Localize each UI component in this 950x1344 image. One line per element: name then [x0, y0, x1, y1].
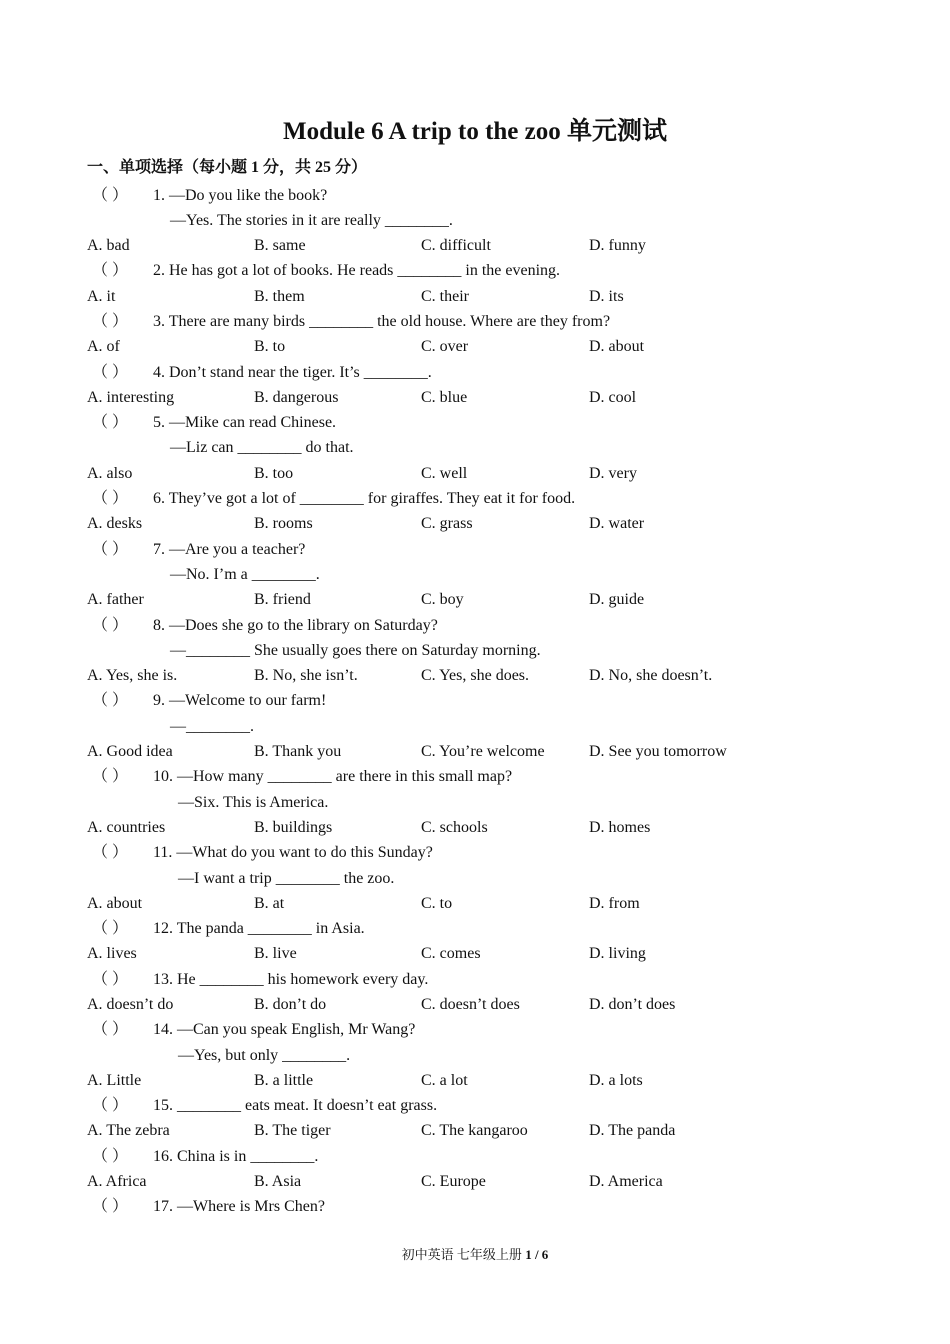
answer-blank: （ ） — [92, 262, 129, 280]
answer-option: A. countries — [87, 818, 166, 836]
answer-option: D. very — [589, 464, 637, 482]
answer-option: A. of — [87, 338, 120, 356]
question-continuation — [87, 714, 887, 739]
question-text: —Yes. The stories in it are really ________. — [170, 211, 453, 229]
page-footer — [0, 1246, 950, 1264]
answer-option: D. a lots — [589, 1071, 643, 1089]
answer-blank: （ ） — [92, 1147, 129, 1165]
question-list — [87, 183, 887, 1220]
question-text: 15. ________ eats meat. It doesn’t eat grass. — [153, 1097, 438, 1115]
question-stem — [87, 309, 887, 334]
answer-option: B. don’t do — [254, 996, 327, 1013]
answer-option: D. funny — [589, 237, 646, 255]
answer-option: B. dangerous — [254, 388, 339, 406]
answer-blank: （ ） — [92, 1198, 129, 1216]
question-text: —Yes, but only ________. — [178, 1046, 351, 1064]
footer-label: 初中英语 七年级上册 — [401, 1247, 526, 1262]
answer-option: D. don’t does — [589, 996, 676, 1013]
answer-option: B. a little — [254, 1071, 314, 1089]
page-title: Module 6 A trip to the zoo 单元测试 — [282, 118, 667, 145]
question-text: 5. —Mike can read Chinese. — [153, 414, 337, 432]
answer-blank: （ ） — [92, 414, 129, 432]
answer-option: A. Africa — [87, 1173, 147, 1191]
question-text: 14. —Can you speak English, Mr Wang? — [153, 1021, 416, 1039]
answer-blank: （ ） — [92, 1097, 129, 1115]
answer-option: B. rooms — [254, 515, 313, 533]
answer-blank: （ ） — [92, 692, 129, 710]
answer-option: C. Europe — [421, 1173, 486, 1191]
options-row — [87, 461, 887, 486]
answer-option: A. doesn’t do — [87, 996, 174, 1013]
answer-option: C. over — [421, 338, 469, 356]
question-stem — [87, 967, 887, 992]
answer-option: D. America — [589, 1173, 663, 1191]
question-continuation — [87, 208, 887, 233]
answer-option: C. well — [421, 464, 468, 482]
question-text: —________ She usually goes there on Saturday morning. — [170, 641, 541, 659]
question-text: 10. —How many ________ are there in this small map? — [153, 768, 513, 786]
answer-option: B. No, she isn’t. — [254, 667, 358, 685]
answer-option: D. No, she doesn’t. — [589, 667, 713, 685]
answer-option: B. Thank you — [254, 743, 342, 761]
options-row — [87, 511, 887, 536]
answer-blank: （ ） — [92, 920, 129, 938]
answer-option: D. about — [589, 338, 645, 356]
question-stem — [87, 688, 887, 713]
question-stem — [87, 1093, 887, 1118]
answer-blank: （ ） — [92, 363, 129, 381]
answer-option: C. a lot — [421, 1071, 468, 1089]
question-stem — [87, 1017, 887, 1042]
answer-option: A. bad — [87, 237, 130, 255]
options-row — [87, 815, 887, 840]
answer-option: D. The panda — [589, 1122, 676, 1140]
section-heading: 一、单项选择（每小题 1 分，共 25 分） — [87, 159, 368, 176]
answer-option: B. at — [254, 894, 285, 912]
answer-option: A. about — [87, 894, 143, 912]
answer-option: D. living — [589, 945, 646, 963]
answer-option: B. Asia — [254, 1173, 302, 1191]
answer-option: A. Good idea — [87, 743, 173, 761]
answer-option: B. same — [254, 237, 306, 255]
answer-option: C. You’re welcome — [421, 743, 545, 761]
answer-option: A. father — [87, 591, 144, 609]
question-stem — [87, 183, 887, 208]
question-continuation — [87, 1043, 887, 1068]
answer-option: A. it — [87, 287, 116, 305]
answer-option: C. blue — [421, 388, 468, 406]
answer-blank: （ ） — [92, 186, 129, 204]
question-text: 4. Don’t stand near the tiger. It’s ________. — [153, 363, 432, 381]
question-stem — [87, 258, 887, 283]
question-continuation — [87, 790, 887, 815]
question-stem — [87, 486, 887, 511]
answer-option: D. water — [589, 515, 645, 533]
options-row — [87, 385, 887, 410]
answer-option: A. Yes, she is. — [87, 667, 178, 685]
question-text: 16. China is in ________. — [153, 1147, 319, 1165]
question-stem — [87, 537, 887, 562]
question-stem — [87, 410, 887, 435]
question-stem — [87, 1194, 887, 1219]
question-stem — [87, 360, 887, 385]
question-continuation — [87, 435, 887, 460]
answer-option: C. difficult — [421, 237, 491, 255]
answer-option: C. The kangaroo — [421, 1122, 528, 1140]
options-row — [87, 1068, 887, 1093]
answer-option: B. The tiger — [254, 1122, 331, 1140]
question-text: 1. —Do you like the book? — [153, 186, 328, 204]
answer-blank: （ ） — [92, 540, 129, 558]
question-text: —No. I’m a ________. — [170, 565, 320, 583]
question-text: 11. —What do you want to do this Sunday? — [153, 844, 433, 862]
answer-option: B. friend — [254, 591, 311, 609]
question-text: 13. He ________ his homework every day. — [153, 970, 429, 988]
options-row — [87, 941, 887, 966]
answer-option: C. schools — [421, 818, 488, 836]
question-text: —Liz can ________ do that. — [170, 439, 354, 457]
question-stem — [87, 840, 887, 865]
options-row — [87, 587, 887, 612]
answer-option: C. comes — [421, 945, 481, 963]
options-row — [87, 739, 887, 764]
answer-option: C. doesn’t does — [421, 996, 520, 1013]
question-text: 17. —Where is Mrs Chen? — [153, 1198, 325, 1216]
answer-option: A. also — [87, 464, 133, 482]
question-stem — [87, 613, 887, 638]
answer-option: A. Little — [87, 1071, 142, 1089]
question-continuation — [87, 638, 887, 663]
question-text: 7. —Are you a teacher? — [153, 540, 306, 558]
question-text: —I want a trip ________ the zoo. — [178, 869, 395, 887]
options-row — [87, 1118, 887, 1143]
answer-option: D. from — [589, 894, 640, 912]
question-text: 8. —Does she go to the library on Saturday? — [153, 616, 438, 634]
question-text: —________. — [170, 717, 254, 735]
question-text: 3. There are many birds ________ the old house. Where are they from? — [153, 312, 611, 330]
answer-option: C. to — [421, 894, 453, 912]
answer-option: A. lives — [87, 945, 137, 963]
answer-blank: （ ） — [92, 490, 129, 508]
options-row — [87, 1169, 887, 1194]
answer-option: B. to — [254, 338, 286, 356]
answer-option: C. their — [421, 287, 469, 305]
question-text: 12. The panda ________ in Asia. — [153, 920, 365, 938]
question-stem — [87, 764, 887, 789]
question-text: 6. They’ve got a lot of ________ for giraffes. They eat it for food. — [153, 490, 576, 508]
options-row — [87, 334, 887, 359]
question-continuation — [87, 866, 887, 891]
answer-option: A. The zebra — [87, 1122, 170, 1140]
question-continuation — [87, 562, 887, 587]
answer-option: D. guide — [589, 591, 645, 609]
answer-option: C. boy — [421, 591, 464, 609]
answer-option: D. homes — [589, 818, 651, 836]
answer-blank: （ ） — [92, 616, 129, 634]
question-text: 2. He has got a lot of books. He reads ________ in the evening. — [153, 262, 561, 280]
answer-option: D. cool — [589, 388, 637, 406]
options-row — [87, 233, 887, 258]
answer-option: D. its — [589, 287, 624, 305]
answer-option: B. buildings — [254, 818, 333, 836]
answer-option: C. grass — [421, 515, 473, 533]
options-row — [87, 992, 887, 1017]
question-text: —Six. This is America. — [178, 793, 329, 811]
options-row — [87, 891, 887, 916]
answer-option: A. interesting — [87, 388, 175, 406]
answer-option: A. desks — [87, 515, 143, 533]
options-row — [87, 284, 887, 309]
answer-option: B. too — [254, 464, 294, 482]
answer-option: B. live — [254, 945, 297, 963]
question-text: 9. —Welcome to our farm! — [153, 692, 327, 710]
page-number: 1 / 6 — [525, 1247, 549, 1262]
answer-blank: （ ） — [92, 768, 129, 786]
answer-blank: （ ） — [92, 1021, 129, 1039]
options-row — [87, 663, 887, 688]
answer-blank: （ ） — [92, 312, 129, 330]
answer-blank: （ ） — [92, 970, 129, 988]
answer-option: C. Yes, she does. — [421, 667, 530, 685]
question-stem — [87, 1144, 887, 1169]
answer-option: D. See you tomorrow — [589, 743, 727, 761]
answer-option: B. them — [254, 287, 305, 305]
question-stem — [87, 916, 887, 941]
answer-blank: （ ） — [92, 844, 129, 862]
